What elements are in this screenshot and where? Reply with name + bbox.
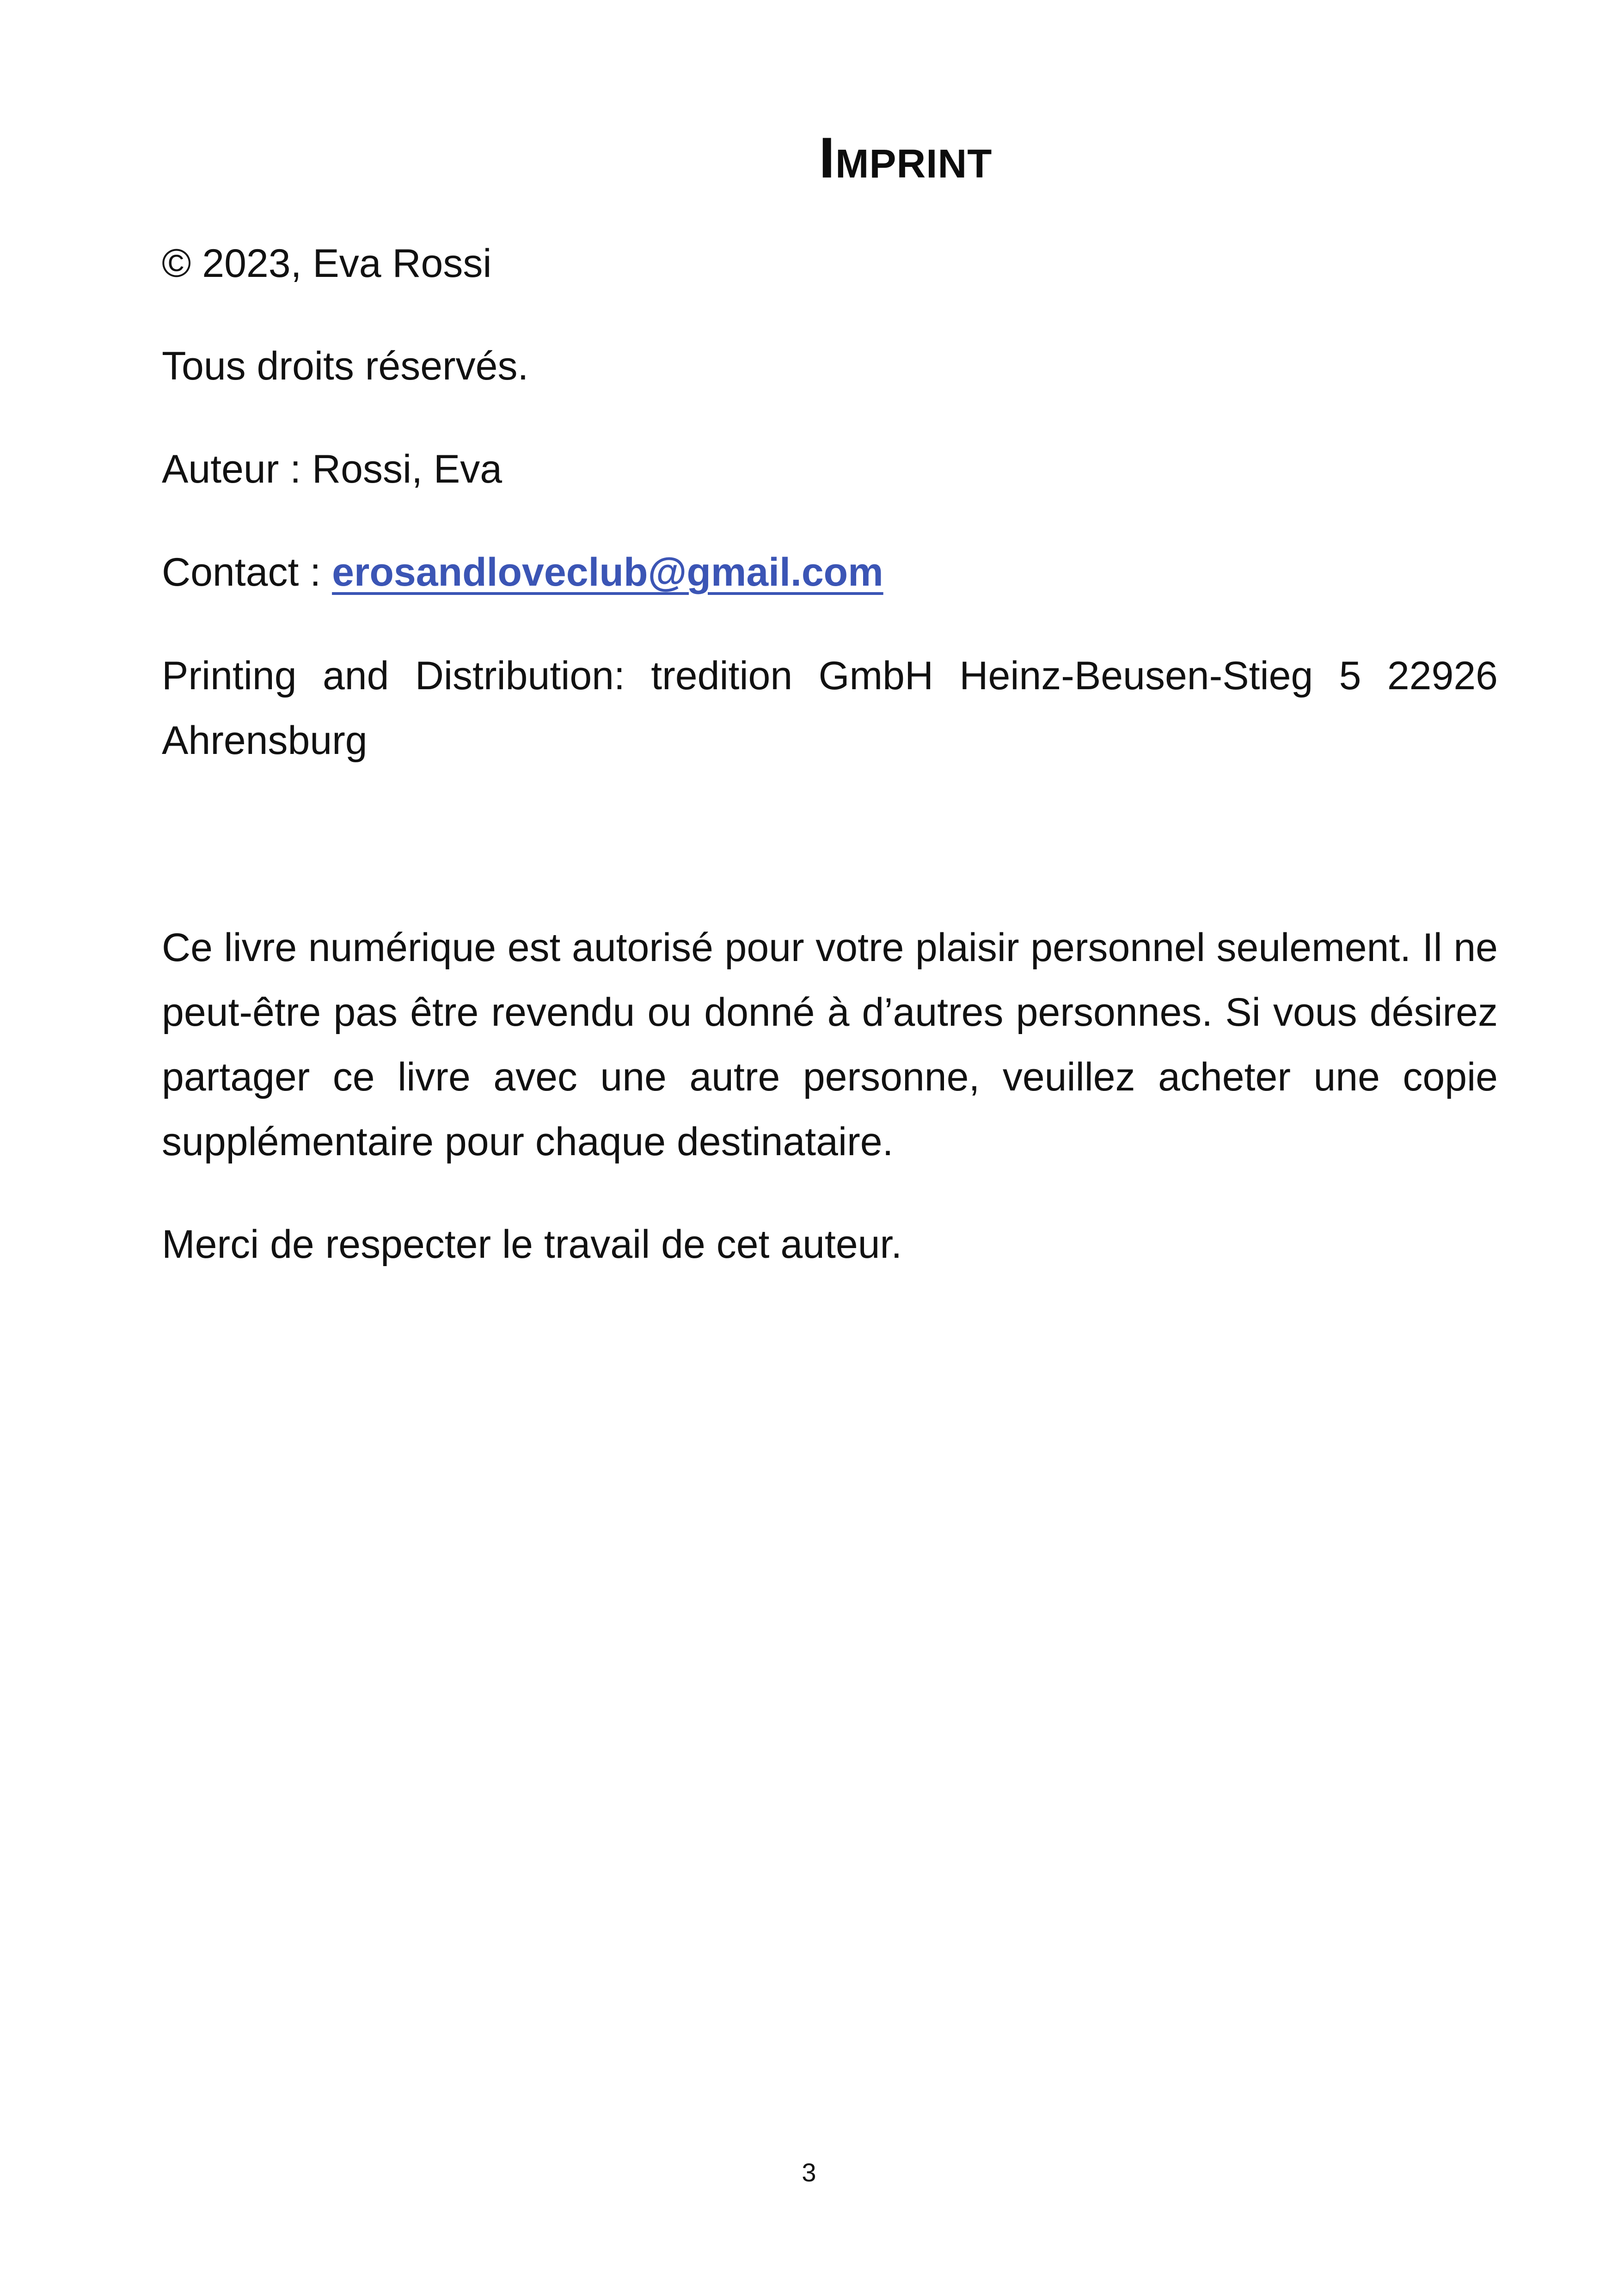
- page-number: 3: [802, 2158, 816, 2187]
- license-paragraph: Ce livre numérique est autorisé pour votre plaisir personnel seulement. Il ne peut-être pas être revendu ou donné à d’autres personnes. Si vous désirez partager ce livre avec une autre personne, veuillez acheter une copie supplémentaire pour chaque destinataire.: [162, 925, 1498, 1164]
- thanks-line: Merci de respecter le travail de cet auteur.: [162, 1222, 902, 1267]
- contact-label: Contact :: [162, 550, 332, 594]
- copyright-line: © 2023, Eva Rossi: [162, 241, 492, 286]
- contact-line: [162, 540, 1498, 605]
- printing-paragraph: Printing and Distribution: tredition GmbH Heinz-Beusen-Stieg 5 22926 Ahrensburg: [162, 654, 1498, 763]
- rights-line: Tous droits réservés.: [162, 344, 529, 388]
- author-line: Auteur : Rossi, Eva: [162, 447, 503, 491]
- page-title: Imprint: [819, 126, 993, 190]
- contact-email-link[interactable]: erosandloveclub@gmail.com: [332, 550, 883, 594]
